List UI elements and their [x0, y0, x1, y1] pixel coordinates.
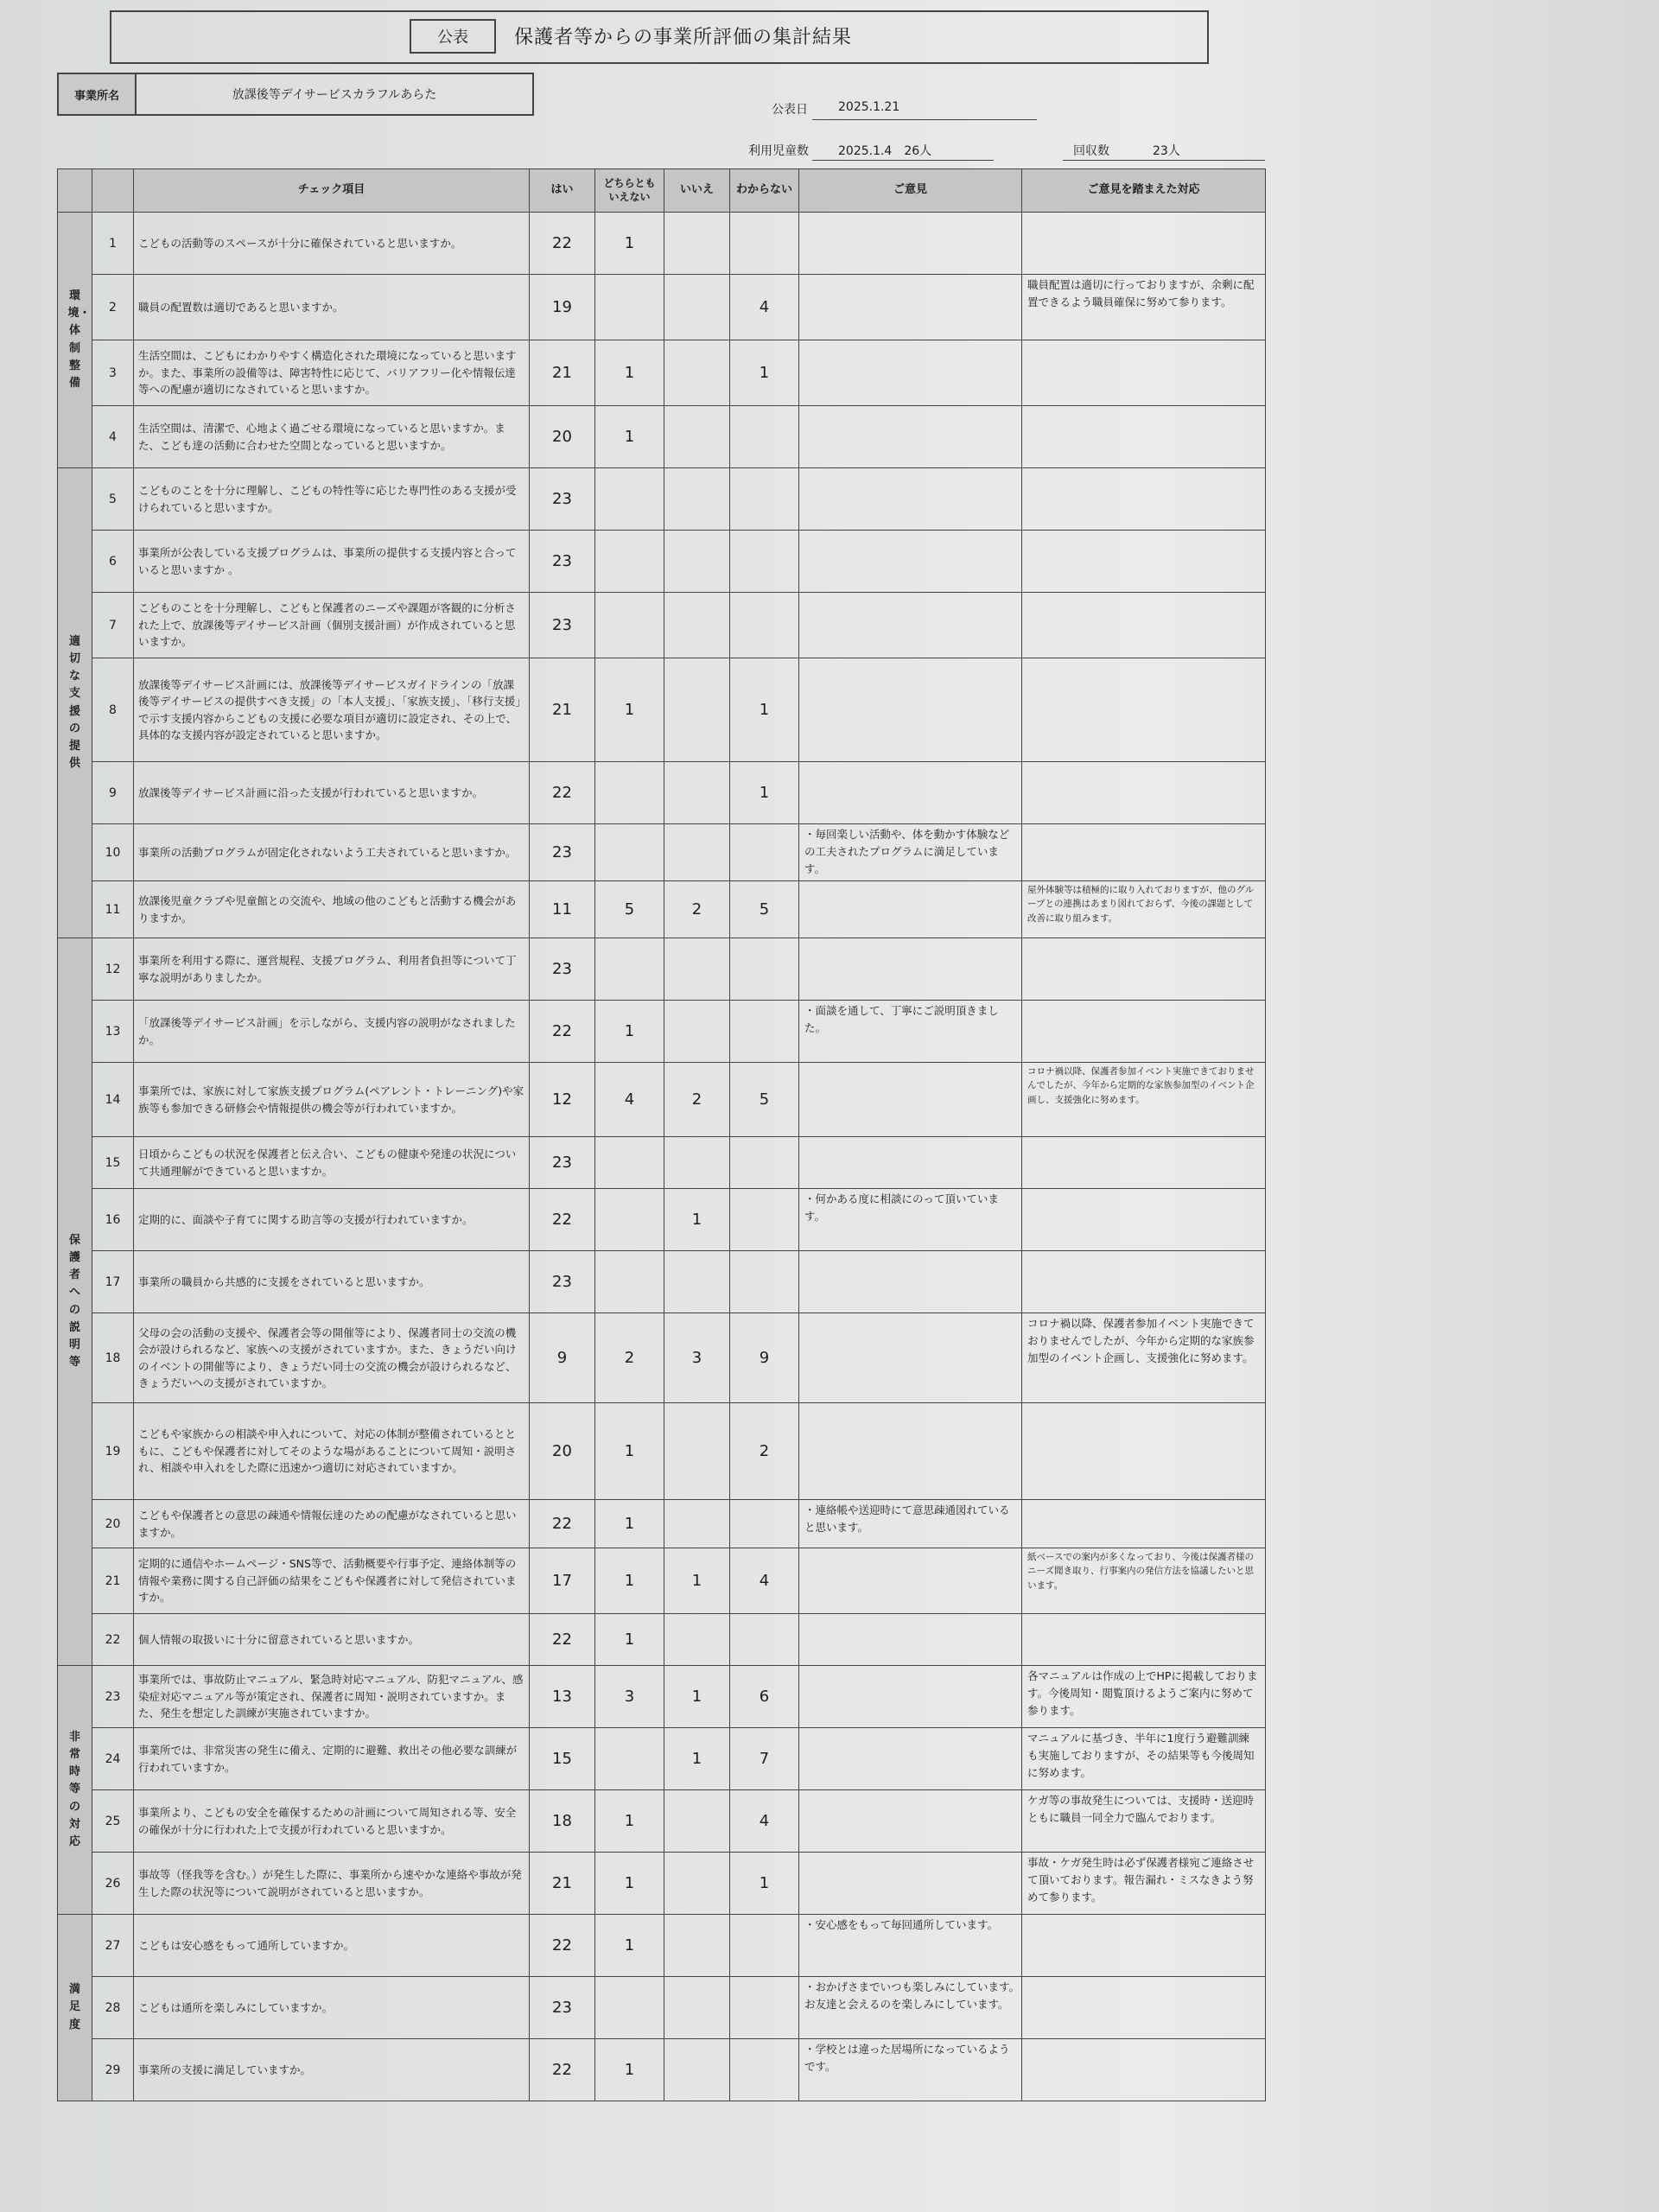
row-number: 21	[92, 1548, 134, 1614]
answer-unknown	[730, 1251, 799, 1313]
answer-neither: 1	[595, 1915, 664, 1977]
opinion: ・連絡帳や送迎時にて意思疎通図れていると思います。	[799, 1500, 1022, 1548]
publish-date-label: 公表日	[772, 103, 808, 117]
answer-neither: 3	[595, 1666, 664, 1728]
response	[1022, 1189, 1266, 1251]
opinion	[799, 275, 1022, 340]
header-neither: どちらとも いえない	[595, 169, 664, 213]
opinion	[799, 1790, 1022, 1853]
table-row	[58, 1063, 1266, 1137]
table-row	[58, 1666, 1266, 1728]
office-name-box	[57, 73, 534, 116]
answer-no: 2	[664, 1063, 730, 1137]
answer-yes: 15	[530, 1728, 595, 1790]
header-unknown: わからない	[730, 169, 799, 213]
check-item: こどもは通所を楽しみにしていますか。	[134, 1977, 530, 2039]
response	[1022, 2039, 1266, 2101]
row-number: 13	[92, 1001, 134, 1063]
response: コロナ禍以降、保護者参加イベント実施できておりませんでしたが、今年から定期的な家族参加型のイベント企画し、支援強化に努めます。	[1022, 1313, 1266, 1403]
response	[1022, 1001, 1266, 1063]
answer-unknown	[730, 1001, 799, 1063]
answer-no	[664, 762, 730, 824]
section-label-text: 満足度	[68, 1983, 80, 2031]
response	[1022, 531, 1266, 593]
opinion: ・安心感をもって毎回通所しています。	[799, 1915, 1022, 1977]
answer-unknown	[730, 406, 799, 468]
table-header-row	[58, 169, 1266, 213]
check-item: 職員の配置数は適切であると思いますか。	[134, 275, 530, 340]
answer-unknown	[730, 1977, 799, 2039]
answer-yes: 13	[530, 1666, 595, 1728]
table-row	[58, 1403, 1266, 1500]
answer-neither	[595, 531, 664, 593]
opinion	[799, 531, 1022, 593]
answer-neither	[595, 824, 664, 881]
table-row	[58, 1251, 1266, 1313]
answer-yes: 22	[530, 1614, 595, 1666]
answer-neither	[595, 468, 664, 531]
table-row	[58, 658, 1266, 762]
answer-unknown	[730, 1500, 799, 1548]
response	[1022, 658, 1266, 762]
opinion	[799, 1313, 1022, 1403]
answer-yes: 22	[530, 1915, 595, 1977]
table-row	[58, 1189, 1266, 1251]
opinion: ・学校とは違った居場所になっているようです。	[799, 2039, 1022, 2101]
table-row	[58, 824, 1266, 881]
check-item: こどものことを十分理解し、こどもと保護者のニーズや課題が客観的に分析された上で、放課後等デイサービス計画（個別支援計画）が作成されていると思いますか。	[134, 593, 530, 658]
check-item: 生活空間は、清潔で、心地よく過ごせる環境になっていると思いますか。また、こども達の活動に合わせた空間となっていると思いますか。	[134, 406, 530, 468]
check-item: 定期的に、面談や子育てに関する助言等の支援が行われていますか。	[134, 1189, 530, 1251]
check-item: こどもや家族からの相談や申入れについて、対応の体制が整備されているとともに、こどもや保護者に対してそのような場があることについて周知・説明され、相談や申入れをした際に迅速かつ適切に対応されていますか。	[134, 1403, 530, 1500]
opinion	[799, 1251, 1022, 1313]
answer-unknown	[730, 1915, 799, 1977]
answer-neither	[595, 275, 664, 340]
answer-neither	[595, 1728, 664, 1790]
answer-yes: 22	[530, 1500, 595, 1548]
answer-yes: 23	[530, 531, 595, 593]
response	[1022, 1977, 1266, 2039]
answer-unknown	[730, 1189, 799, 1251]
answer-yes: 17	[530, 1548, 595, 1614]
users-value: 2025.1.4 26人	[838, 144, 932, 158]
answer-no: 1	[664, 1548, 730, 1614]
collected-value: 23人	[1153, 144, 1180, 158]
section-label	[58, 938, 92, 1666]
answer-yes: 23	[530, 468, 595, 531]
answer-no	[664, 824, 730, 881]
answer-unknown: 9	[730, 1313, 799, 1403]
answer-neither: 1	[595, 658, 664, 762]
row-number: 11	[92, 881, 134, 938]
answer-yes: 22	[530, 2039, 595, 2101]
header-opinion: ご意見	[799, 169, 1022, 213]
row-number: 23	[92, 1666, 134, 1728]
answer-neither: 1	[595, 340, 664, 406]
opinion	[799, 468, 1022, 531]
answer-unknown: 1	[730, 1853, 799, 1915]
answer-yes: 9	[530, 1313, 595, 1403]
row-number: 7	[92, 593, 134, 658]
answer-neither	[595, 1251, 664, 1313]
publish-date-underline	[812, 119, 1037, 120]
table-row	[58, 275, 1266, 340]
evaluation-table	[57, 168, 1266, 2101]
opinion	[799, 1548, 1022, 1614]
answer-yes: 22	[530, 213, 595, 275]
row-number: 1	[92, 213, 134, 275]
opinion	[799, 1063, 1022, 1137]
check-item: 事業所を利用する際に、運営規程、支援プログラム、利用者負担等について丁寧な説明がありましたか。	[134, 938, 530, 1001]
answer-no	[664, 213, 730, 275]
answer-unknown	[730, 824, 799, 881]
table-row	[58, 1853, 1266, 1915]
answer-neither	[595, 1189, 664, 1251]
row-number: 15	[92, 1137, 134, 1189]
answer-neither: 1	[595, 1001, 664, 1063]
answer-no	[664, 938, 730, 1001]
section-label-text: 保護者への説明等	[68, 1233, 80, 1369]
header-number	[92, 169, 134, 213]
row-number: 5	[92, 468, 134, 531]
answer-yes: 23	[530, 938, 595, 1001]
table-row	[58, 2039, 1266, 2101]
answer-no: 1	[664, 1728, 730, 1790]
answer-no	[664, 593, 730, 658]
answer-yes: 22	[530, 762, 595, 824]
opinion: ・面談を通して、丁寧にご説明頂きました。	[799, 1001, 1022, 1063]
response	[1022, 1915, 1266, 1977]
opinion	[799, 1614, 1022, 1666]
table-row	[58, 938, 1266, 1001]
answer-neither: 1	[595, 1853, 664, 1915]
row-number: 12	[92, 938, 134, 1001]
answer-yes: 23	[530, 1137, 595, 1189]
answer-no: 2	[664, 881, 730, 938]
answer-unknown	[730, 1137, 799, 1189]
answer-no: 1	[664, 1189, 730, 1251]
users-label: 利用児童数	[748, 144, 809, 158]
response	[1022, 1403, 1266, 1500]
answer-neither: 1	[595, 2039, 664, 2101]
answer-unknown: 4	[730, 275, 799, 340]
table-row	[58, 593, 1266, 658]
answer-no	[664, 406, 730, 468]
table-row	[58, 1977, 1266, 2039]
check-item: 事業所では、家族に対して家族支援プログラム(ペアレント・トレーニング)や家族等も参加できる研修会や情報提供の機会等が行われていますか。	[134, 1063, 530, 1137]
response	[1022, 213, 1266, 275]
answer-no	[664, 1614, 730, 1666]
check-item: 事業所より、こどもの安全を確保するための計画について周知される等、安全の確保が十分に行われた上で支援が行われていると思いますか。	[134, 1790, 530, 1853]
answer-no	[664, 1977, 730, 2039]
answer-unknown: 1	[730, 762, 799, 824]
opinion	[799, 881, 1022, 938]
check-item: こどもや保護者との意思の疎通や情報伝達のための配慮がなされていると思いますか。	[134, 1500, 530, 1548]
opinion	[799, 1137, 1022, 1189]
opinion	[799, 213, 1022, 275]
response	[1022, 824, 1266, 881]
answer-neither: 1	[595, 1403, 664, 1500]
row-number: 4	[92, 406, 134, 468]
row-number: 10	[92, 824, 134, 881]
section-label-text: 適切な支援の提供	[68, 634, 80, 770]
answer-neither	[595, 762, 664, 824]
row-number: 29	[92, 2039, 134, 2101]
table-row	[58, 1790, 1266, 1853]
check-item: こどもは安心感をもって通所していますか。	[134, 1915, 530, 1977]
collected-underline	[1063, 160, 1265, 161]
response: 紙ベースでの案内が多くなっており、今後は保護者様のニーズ聞き取り、行事案内の発信方法を協議したいと思います。	[1022, 1548, 1266, 1614]
response	[1022, 468, 1266, 531]
response	[1022, 593, 1266, 658]
table-row	[58, 213, 1266, 275]
answer-neither: 1	[595, 1548, 664, 1614]
answer-neither: 1	[595, 1790, 664, 1853]
response: 職員配置は適切に行っておりますが、余剰に配置できるよう職員確保に努めて参ります。	[1022, 275, 1266, 340]
row-number: 26	[92, 1853, 134, 1915]
table-row	[58, 1313, 1266, 1403]
opinion	[799, 340, 1022, 406]
response: 事故・ケガ発生時は必ず保護者様宛ご連絡させて頂いております。報告漏れ・ミスなきよう努めて参ります。	[1022, 1853, 1266, 1915]
check-item: 放課後等デイサービス計画には、放課後等デイサービスガイドラインの「放課後等デイサービスの提供すべき支援」の「本人支援」、「家族支援」、「移行支援」で示す支援内容からこどもの支援に必要な項目が適切に設定され、その上で、具体的な支援内容が設定されていると思いますか。	[134, 658, 530, 762]
response	[1022, 938, 1266, 1001]
table-row	[58, 1548, 1266, 1614]
table-row	[58, 468, 1266, 531]
response	[1022, 340, 1266, 406]
opinion	[799, 1853, 1022, 1915]
opinion: ・何かある度に相談にのって頂いています。	[799, 1189, 1022, 1251]
check-item: 事業所の支援に満足していますか。	[134, 2039, 530, 2101]
answer-neither: 4	[595, 1063, 664, 1137]
answer-unknown	[730, 468, 799, 531]
check-item: 事故等（怪我等を含む。）が発生した際に、事業所から速やかな連絡や事故が発生した際の状況等について説明がされていると思いますか。	[134, 1853, 530, 1915]
answer-yes: 21	[530, 340, 595, 406]
check-item: 事業所の職員から共感的に支援をされていると思いますか。	[134, 1251, 530, 1313]
office-name: 放課後等デイサービスカラフルあらた	[232, 88, 437, 102]
section-label	[58, 1915, 92, 2101]
answer-no	[664, 340, 730, 406]
row-number: 18	[92, 1313, 134, 1403]
opinion	[799, 1666, 1022, 1728]
answer-neither: 1	[595, 213, 664, 275]
response	[1022, 762, 1266, 824]
check-item: 父母の会の活動の支援や、保護者会等の開催等により、保護者同士の交流の機会が設けられるなど、家族への支援がされていますか。また、きょうだい向けのイベントの開催等により、きょうだい同士の交流の機会が設けられるなど、きょうだいへの支援がされていますか。	[134, 1313, 530, 1403]
answer-yes: 18	[530, 1790, 595, 1853]
answer-unknown: 7	[730, 1728, 799, 1790]
response	[1022, 1137, 1266, 1189]
check-item: 事業所が公表している支援プログラムは、事業所の提供する支援内容と合っていると思いますか 。	[134, 531, 530, 593]
answer-neither: 1	[595, 406, 664, 468]
answer-yes: 11	[530, 881, 595, 938]
answer-yes: 22	[530, 1001, 595, 1063]
answer-no	[664, 1403, 730, 1500]
answer-yes: 21	[530, 658, 595, 762]
users-underline	[812, 160, 994, 161]
answer-yes: 23	[530, 1251, 595, 1313]
check-item: こどもの活動等のスペースが十分に確保されていると思いますか。	[134, 213, 530, 275]
opinion	[799, 938, 1022, 1001]
response: コロナ禍以降、保護者参加イベント実施できておりませんでしたが、今年から定期的な家族参加型のイベント企画し、支援強化に努めます。	[1022, 1063, 1266, 1137]
row-number: 25	[92, 1790, 134, 1853]
answer-no	[664, 658, 730, 762]
response	[1022, 406, 1266, 468]
answer-neither: 5	[595, 881, 664, 938]
answer-unknown: 5	[730, 881, 799, 938]
table-row	[58, 762, 1266, 824]
answer-no	[664, 275, 730, 340]
row-number: 6	[92, 531, 134, 593]
section-label-text: 非常時等の対応	[68, 1731, 80, 1848]
answer-unknown	[730, 1614, 799, 1666]
row-number: 20	[92, 1500, 134, 1548]
answer-neither	[595, 1137, 664, 1189]
header-section	[58, 169, 92, 213]
check-item: 事業所の活動プログラムが固定化されないよう工夫されていると思いますか。	[134, 824, 530, 881]
header-no: いいえ	[664, 169, 730, 213]
response	[1022, 1614, 1266, 1666]
answer-no	[664, 2039, 730, 2101]
check-item: 放課後児童クラブや児童館との交流や、地域の他のこどもと活動する機会がありますか。	[134, 881, 530, 938]
answer-unknown: 2	[730, 1403, 799, 1500]
section-label	[58, 1666, 92, 1915]
row-number: 16	[92, 1189, 134, 1251]
office-label: 事業所名	[59, 74, 137, 114]
response: 屋外体験等は積極的に取り入れておりますが、他のグループとの連携はあまり図れておらず、今後の課題として改善に取り組みます。	[1022, 881, 1266, 938]
check-item: 「放課後等デイサービス計画」を示しながら、支援内容の説明がなされましたか。	[134, 1001, 530, 1063]
section-label-text: 環境・体制整備	[67, 289, 91, 390]
check-item: 個人情報の取扱いに十分に留意されていると思いますか。	[134, 1614, 530, 1666]
answer-yes: 12	[530, 1063, 595, 1137]
row-number: 28	[92, 1977, 134, 2039]
table-row	[58, 881, 1266, 938]
table-row	[58, 1728, 1266, 1790]
response: ケガ等の事故発生については、支援時・送迎時ともに職員一同全力で臨んでおります。	[1022, 1790, 1266, 1853]
opinion	[799, 658, 1022, 762]
answer-unknown: 4	[730, 1548, 799, 1614]
answer-yes: 20	[530, 1403, 595, 1500]
opinion	[799, 1403, 1022, 1500]
row-number: 27	[92, 1915, 134, 1977]
check-item: 事業所では、事故防止マニュアル、緊急時対応マニュアル、防犯マニュアル、感染症対応マニュアル等が策定され、保護者に周知・説明されていますか。また、発生を想定した訓練が実施されていますか。	[134, 1666, 530, 1728]
opinion: ・おかげさまでいつも楽しみにしています。 お友達と会えるのを楽しみにしています。	[799, 1977, 1022, 2039]
answer-unknown	[730, 593, 799, 658]
check-item: 事業所では、非常災害の発生に備え、定期的に避難、救出その他必要な訓練が行われていますか。	[134, 1728, 530, 1790]
answer-no	[664, 531, 730, 593]
answer-no	[664, 468, 730, 531]
row-number: 3	[92, 340, 134, 406]
response	[1022, 1500, 1266, 1548]
answer-neither: 2	[595, 1313, 664, 1403]
opinion	[799, 406, 1022, 468]
answer-unknown: 1	[730, 658, 799, 762]
answer-no	[664, 1137, 730, 1189]
table-row	[58, 340, 1266, 406]
table-row	[58, 1137, 1266, 1189]
check-item: 放課後等デイサービス計画に沿った支援が行われていると思いますか。	[134, 762, 530, 824]
answer-no	[664, 1853, 730, 1915]
response: 各マニュアルは作成の上でHPに掲載しております。今後周知・閲覧頂けるようご案内に努めて参ります。	[1022, 1666, 1266, 1728]
opinion	[799, 1728, 1022, 1790]
answer-yes: 23	[530, 824, 595, 881]
answer-yes: 19	[530, 275, 595, 340]
row-number: 2	[92, 275, 134, 340]
check-item: こどものことを十分に理解し、こどもの特性等に応じた専門性のある支援が受けられていると思いますか。	[134, 468, 530, 531]
check-item: 生活空間は、こどもにわかりやすく構造化された環境になっていると思いますか。また、事業所の設備等は、障害特性に応じて、バリアフリー化や情報伝達等への配慮が適切になされていると思いますか。	[134, 340, 530, 406]
publication-badge: 公表	[410, 19, 496, 54]
opinion: ・毎回楽しい活動や、体を動かす体験などの工夫されたプログラムに満足しています。	[799, 824, 1022, 881]
table-row	[58, 531, 1266, 593]
row-number: 8	[92, 658, 134, 762]
opinion	[799, 593, 1022, 658]
answer-neither	[595, 938, 664, 1001]
answer-unknown: 1	[730, 340, 799, 406]
table-row	[58, 1001, 1266, 1063]
table-row	[58, 1500, 1266, 1548]
row-number: 9	[92, 762, 134, 824]
answer-unknown	[730, 531, 799, 593]
answer-unknown	[730, 213, 799, 275]
publish-date: 2025.1.21	[838, 100, 900, 114]
answer-yes: 21	[530, 1853, 595, 1915]
row-number: 14	[92, 1063, 134, 1137]
row-number: 24	[92, 1728, 134, 1790]
answer-no	[664, 1915, 730, 1977]
answer-unknown	[730, 2039, 799, 2101]
section-label	[58, 468, 92, 938]
answer-neither: 1	[595, 1614, 664, 1666]
table-row	[58, 1614, 1266, 1666]
answer-neither	[595, 1977, 664, 2039]
answer-yes: 23	[530, 593, 595, 658]
row-number: 19	[92, 1403, 134, 1500]
collected-label: 回収数	[1073, 144, 1109, 158]
table-row	[58, 1915, 1266, 1977]
check-item: 定期的に通信やホームページ・SNS等で、活動概要や行事予定、連絡体制等の情報や業務に関する自己評価の結果をこどもや保護者に対して発信されていますか。	[134, 1548, 530, 1614]
answer-no: 1	[664, 1666, 730, 1728]
row-number: 22	[92, 1614, 134, 1666]
answer-no: 3	[664, 1313, 730, 1403]
response	[1022, 1251, 1266, 1313]
answer-neither: 1	[595, 1500, 664, 1548]
answer-yes: 20	[530, 406, 595, 468]
page-title: 保護者等からの事業所評価の集計結果	[514, 27, 853, 48]
header-yes: はい	[530, 169, 595, 213]
check-item: 日頃からこどもの状況を保護者と伝え合い、こどもの健康や発達の状況について共通理解ができていると思いますか。	[134, 1137, 530, 1189]
header-response: ご意見を踏まえた対応	[1022, 169, 1266, 213]
answer-neither	[595, 593, 664, 658]
section-label	[58, 213, 92, 468]
answer-no	[664, 1500, 730, 1548]
row-number: 17	[92, 1251, 134, 1313]
opinion	[799, 762, 1022, 824]
header-check: チェック項目	[134, 169, 530, 213]
answer-yes: 22	[530, 1189, 595, 1251]
table-row	[58, 406, 1266, 468]
answer-unknown	[730, 938, 799, 1001]
answer-no	[664, 1251, 730, 1313]
response: マニュアルに基づき、半年に1度行う避難訓練も実施しておりますが、その結果等も今後周知に努めます。	[1022, 1728, 1266, 1790]
answer-unknown: 4	[730, 1790, 799, 1853]
answer-yes: 23	[530, 1977, 595, 2039]
answer-unknown: 5	[730, 1063, 799, 1137]
answer-no	[664, 1790, 730, 1853]
answer-unknown: 6	[730, 1666, 799, 1728]
answer-no	[664, 1001, 730, 1063]
